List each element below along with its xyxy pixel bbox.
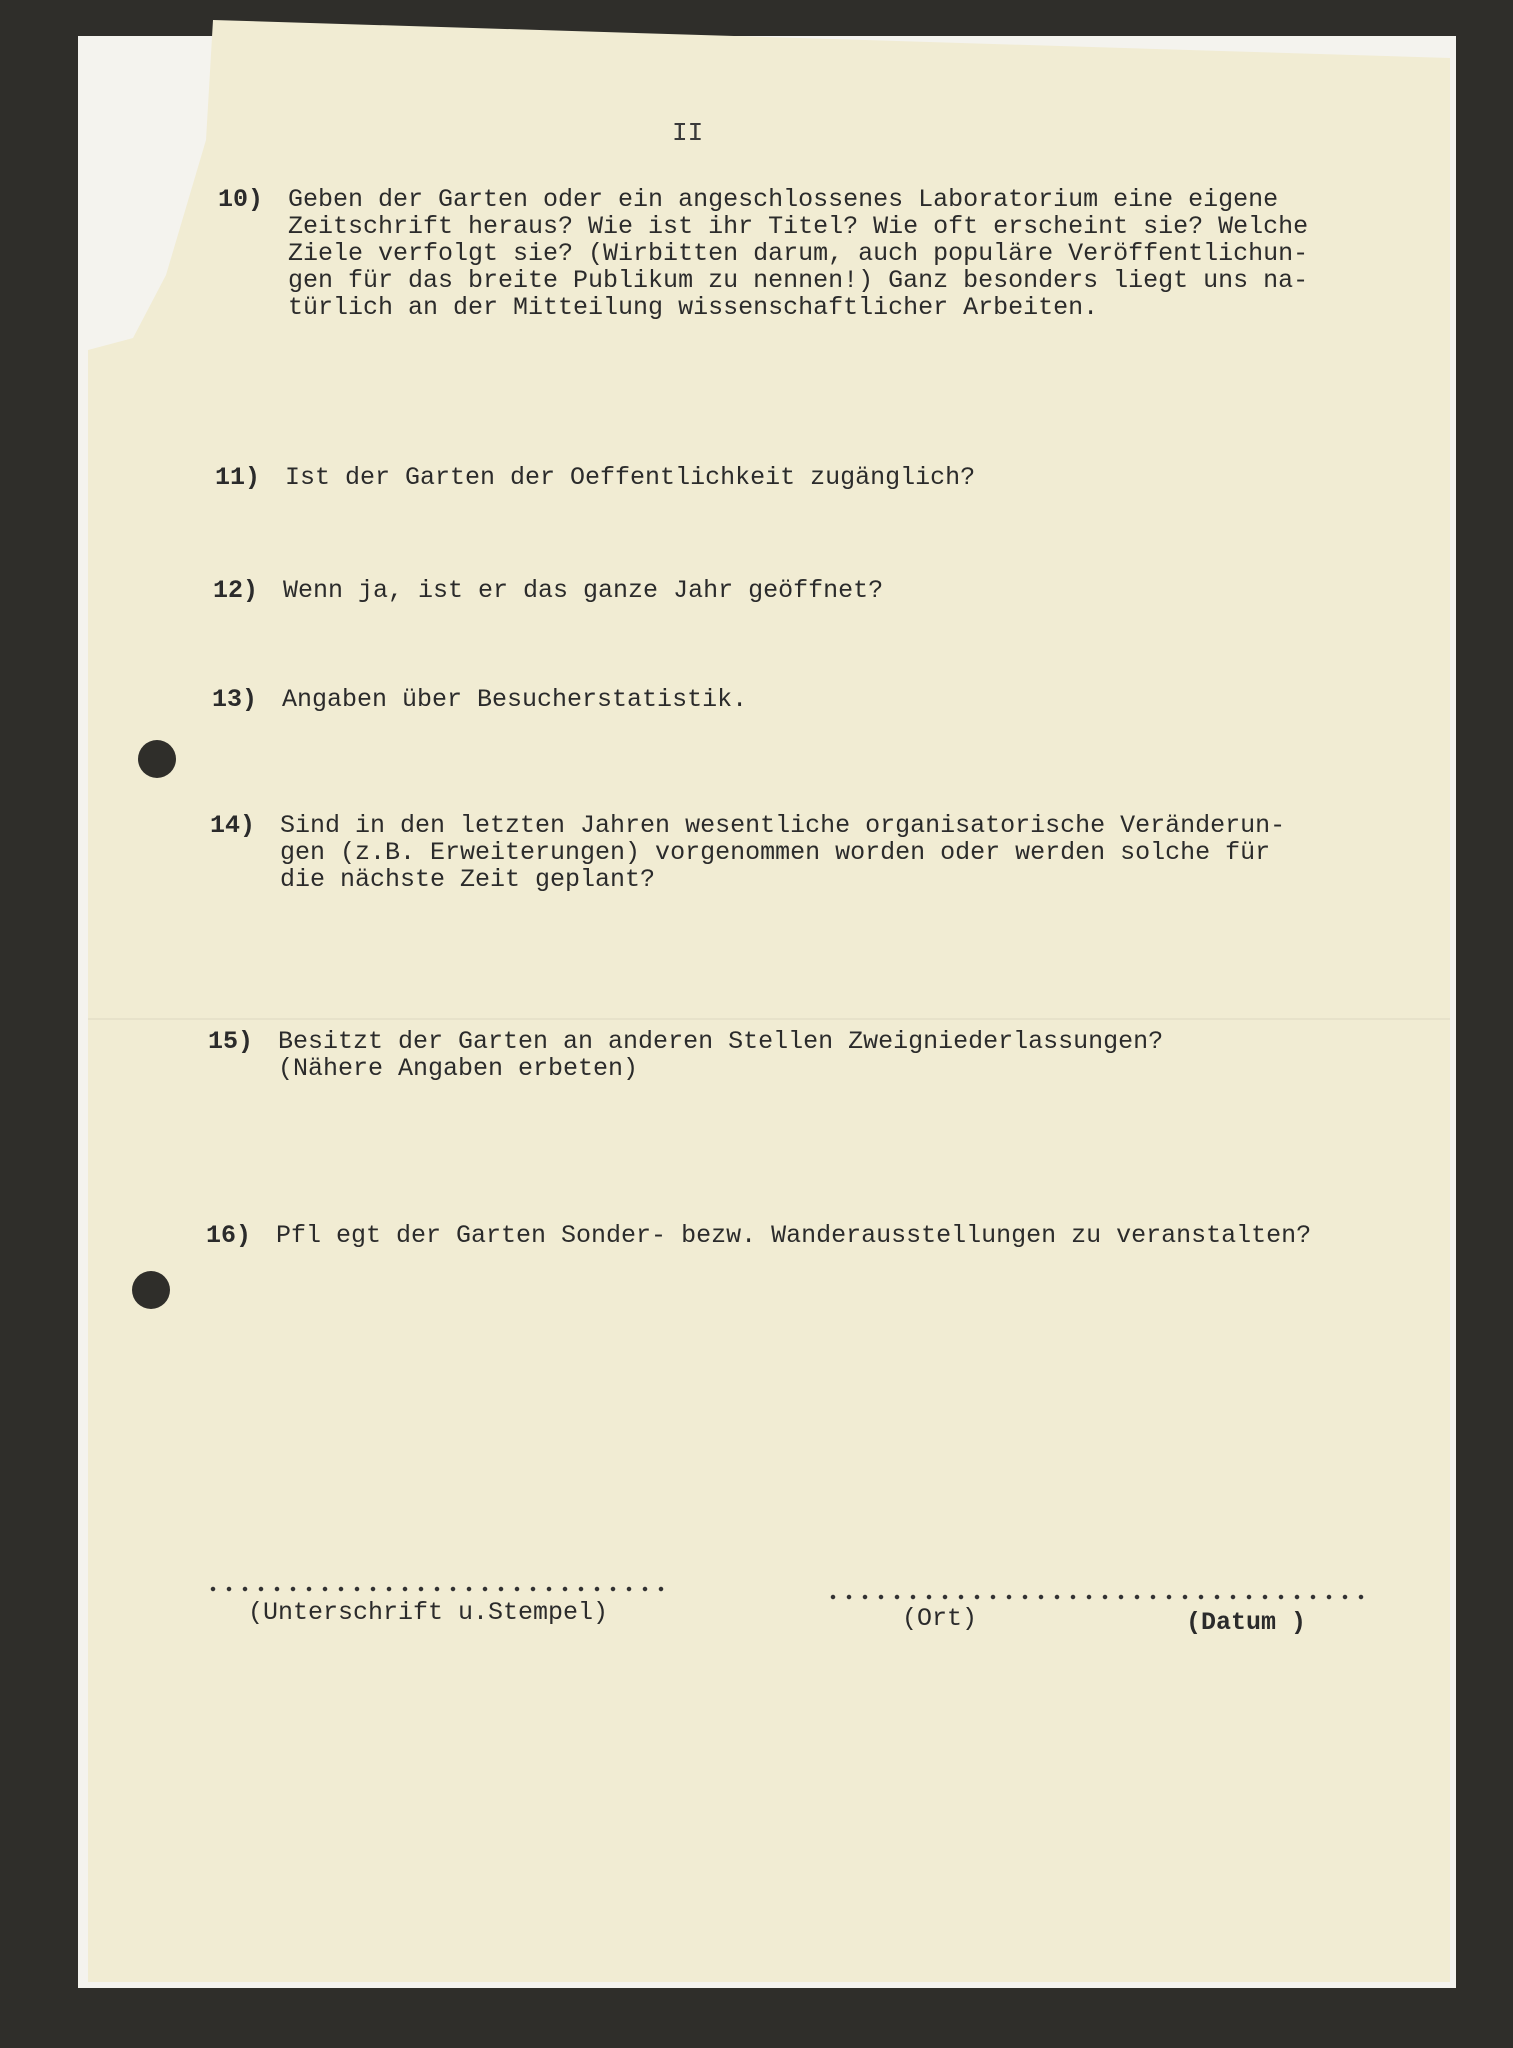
place-date-dotted-line xyxy=(825,1593,1370,1601)
question-number: 15) xyxy=(208,1027,254,1056)
question-text xyxy=(288,186,1438,321)
punch-hole-bottom xyxy=(132,1271,170,1309)
question-line: die nächste Zeit geplant? xyxy=(280,865,656,894)
fold-crease xyxy=(88,1018,1450,1020)
question-number: 10) xyxy=(218,185,264,214)
question-number: 12) xyxy=(213,576,259,605)
signature-dotted-line xyxy=(205,1585,667,1593)
signature-label: (Unterschrift u.Stempel) xyxy=(248,1598,609,1627)
question-line: Pfl egt der Garten Sonder- bezw. Wanderausstellungen zu veranstalten? xyxy=(276,1221,1312,1250)
question-line: Besitzt der Garten an anderen Stellen Zweigniederlassungen? xyxy=(278,1027,1164,1056)
question-text xyxy=(285,464,1435,491)
question-line: Sind in den letzten Jahren wesentliche organisatorische Veränderun- xyxy=(280,811,1286,840)
question-line: Ziele verfolgt sie? (Wirbitten darum, auch populäre Veröffentlichun- xyxy=(288,239,1309,268)
question-number: 14) xyxy=(210,811,256,840)
place-label: (Ort) xyxy=(902,1604,978,1633)
question-text xyxy=(282,686,1432,713)
question-text xyxy=(283,577,1433,604)
question-number: 16) xyxy=(206,1221,252,1250)
question-text xyxy=(278,1028,1428,1082)
question-number: 13) xyxy=(212,685,258,714)
question-line: gen (z.B. Erweiterungen) vorgenommen worden oder werden solche für xyxy=(280,838,1271,867)
question-number: 11) xyxy=(215,463,261,492)
question-text xyxy=(276,1222,1426,1249)
question-line: Zeitschrift heraus? Wie ist ihr Titel? Wie oft erscheint sie? Welche xyxy=(288,212,1309,241)
question-line: Wenn ja, ist er das ganze Jahr geöffnet? xyxy=(283,576,884,605)
page-number: II xyxy=(672,118,704,148)
question-line: Geben der Garten oder ein angeschlossenes Laboratorium eine eigene xyxy=(288,185,1279,214)
date-label: (Datum ) xyxy=(1186,1608,1307,1637)
punch-hole-top xyxy=(138,740,176,778)
question-line: Ist der Garten der Oeffentlichkeit zugänglich? xyxy=(285,463,976,492)
question-line: Angaben über Besucherstatistik. xyxy=(282,685,748,714)
question-line: (Nähere Angaben erbeten) xyxy=(278,1054,639,1083)
question-line: gen für das breite Publikum zu nennen!) Ganz besonders liegt uns na- xyxy=(288,266,1309,295)
question-text xyxy=(280,812,1430,893)
question-line: türlich an der Mitteilung wissenschaftlicher Arbeiten. xyxy=(288,293,1099,322)
